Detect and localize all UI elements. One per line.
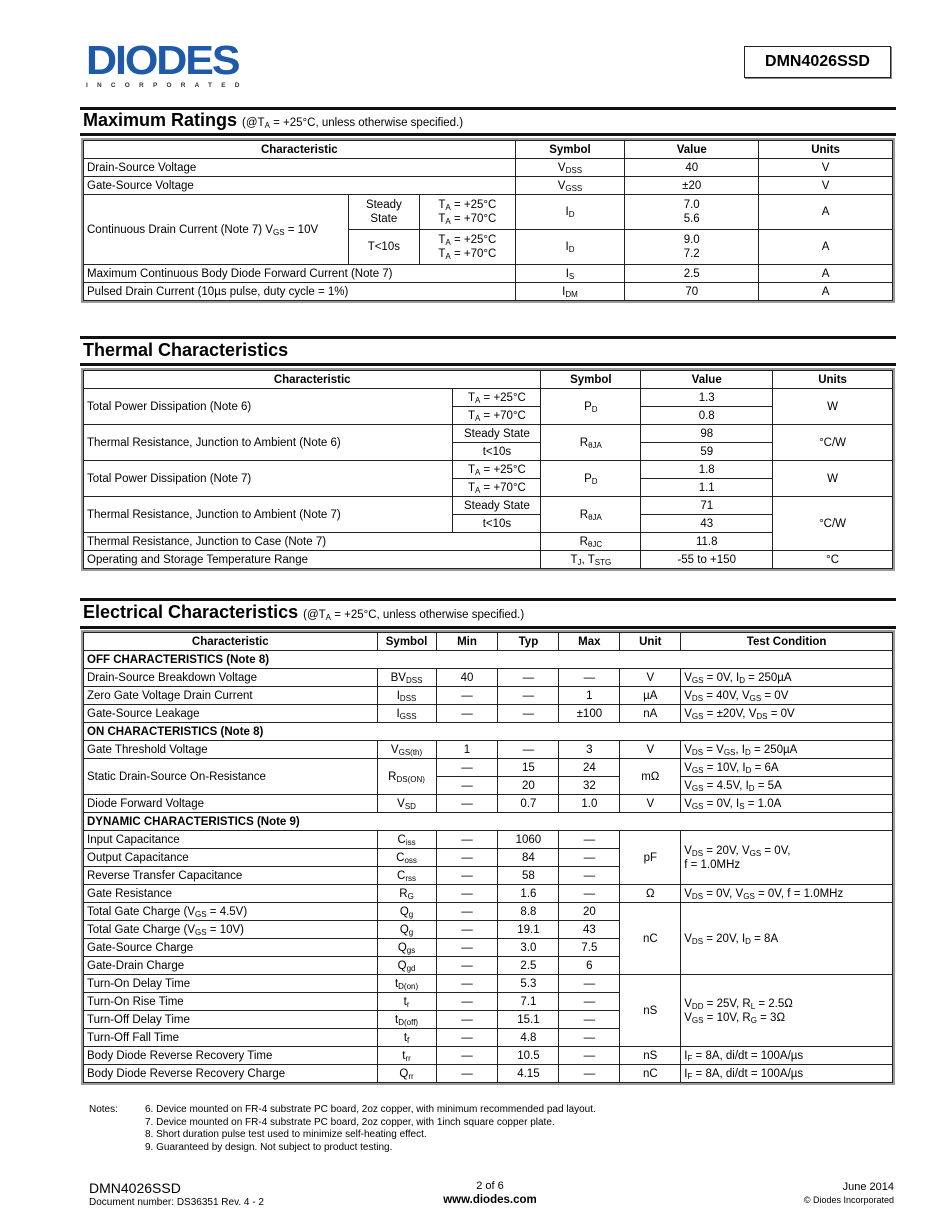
table-row [84, 687, 893, 705]
test-condition [681, 777, 893, 795]
symbol: $P_D$ [541, 461, 641, 497]
header-units: Units [759, 141, 893, 159]
characteristic: Gate Resistance [84, 885, 378, 903]
table-row [84, 759, 893, 777]
header-symbol: Symbol [515, 141, 625, 159]
test-condition-line: $V_{DS} = 20V$, $I_D = 8A$ [684, 932, 779, 946]
max-value: — [559, 669, 620, 687]
table-row [84, 669, 893, 687]
max-value: — [559, 1065, 620, 1083]
header-units: Units [773, 371, 893, 389]
characteristic: Gate-Source Charge [84, 939, 378, 957]
min-value: — [436, 921, 498, 939]
symbol: $R_G$ [377, 885, 436, 903]
test-condition-line: $I_F = 8A$, di/dt = 100A/µs [684, 1067, 804, 1081]
test-condition [681, 903, 893, 975]
header-unit: Unit [620, 633, 681, 651]
logo-wordmark: DIODES [86, 37, 239, 83]
unit: °C/W [773, 497, 893, 551]
unit: nA [620, 705, 681, 723]
diodes-logo [86, 37, 256, 89]
symbol: $I_{DM}$ [515, 283, 625, 301]
unit: A [759, 265, 893, 283]
typ-value: 0.7 [498, 795, 559, 813]
typ-value: 19.1 [498, 921, 559, 939]
characteristic: Static Drain-Source On-Resistance [84, 759, 378, 795]
typ-value: 2.5 [498, 957, 559, 975]
characteristic: Body Diode Reverse Recovery Time [84, 1047, 378, 1065]
typ-value: 84 [498, 849, 559, 867]
typ-value: 4.15 [498, 1065, 559, 1083]
test-condition [681, 705, 893, 723]
min-value: — [436, 831, 498, 849]
characteristic: Gate-Source Voltage [84, 177, 516, 195]
footer-doc-number: Document number: DS36351 Rev. 4 - 2 [89, 1197, 264, 1208]
note: 9. Guaranteed by design. Not subject to product testing. [145, 1142, 393, 1154]
table-row [84, 389, 893, 407]
min-value: — [436, 975, 498, 993]
symbol: $BV_{DSS}$ [377, 669, 436, 687]
table-row [84, 425, 893, 443]
test-condition-line: $V_{DD} = 25V$, $R_L = 2.5\Omega$ [684, 997, 793, 1011]
condition: $T_A = +70^\circ C$ [453, 407, 541, 425]
test-condition-line: $V_{GS} = 10V$, $I_D = 6A$ [684, 761, 779, 775]
max-value: — [559, 993, 620, 1011]
max-value: — [559, 849, 620, 867]
test-condition [681, 741, 893, 759]
notes-label: Notes: [89, 1104, 118, 1115]
test-condition-line: $V_{GS} = 4.5V$, $I_D = 5A$ [684, 779, 782, 793]
values [625, 230, 759, 265]
typ-value: 8.8 [498, 903, 559, 921]
typ-value: 58 [498, 867, 559, 885]
test-condition-line: $V_{DS} = 0V$, $V_{GS} = 0V$, f = 1.0MHz [684, 887, 844, 901]
characteristic: Total Power Dissipation (Note 7) [84, 461, 453, 497]
value: 5.6 [683, 213, 700, 225]
max-value: 3 [559, 741, 620, 759]
logo-subtitle: INCORPORATED [86, 82, 249, 89]
test-condition-line: $V_{DS} = V_{GS}$, $I_D = 250\mu A$ [684, 743, 798, 757]
condition: t<10s [453, 443, 541, 461]
typ-value: — [498, 741, 559, 759]
test-condition-line: $I_F = 8A$, di/dt = 100A/µs [684, 1049, 804, 1063]
unit: A [759, 195, 893, 230]
section-row [84, 813, 893, 831]
test-condition [681, 1065, 893, 1083]
section-row [84, 723, 893, 741]
note: 8. Short duration pulse test used to minimize self-heating effect. [145, 1129, 427, 1141]
thermal-title: Thermal Characteristics [83, 340, 289, 360]
value: 0.8 [641, 407, 773, 425]
symbol: $V_{GSS}$ [515, 177, 625, 195]
test-condition [681, 795, 893, 813]
unit: A [759, 230, 893, 265]
test-condition-line: $V_{GS} = \pm 20V$, $V_{DS} = 0V$ [684, 707, 795, 721]
section-header: OFF CHARACTERISTICS (Note 8) [84, 651, 893, 669]
min-value: — [436, 1029, 498, 1047]
symbol: $P_D$ [541, 389, 641, 425]
min-value: — [436, 993, 498, 1011]
unit: V [620, 669, 681, 687]
symbol: $R_{\theta JC}$ [541, 533, 641, 551]
page-number: 2 of 6 [476, 1180, 504, 1192]
typ-value: 4.8 [498, 1029, 559, 1047]
section-header: DYNAMIC CHARACTERISTICS (Note 9) [84, 813, 893, 831]
max-value: — [559, 1011, 620, 1029]
min-value: — [436, 687, 498, 705]
value: 98 [641, 425, 773, 443]
characteristic: Maximum Continuous Body Diode Forward Current (Note 7) [84, 265, 516, 283]
section-rule [80, 133, 896, 136]
symbol: $C_{oss}$ [377, 849, 436, 867]
symbol: $V_{SD}$ [377, 795, 436, 813]
header-value: Value [641, 371, 773, 389]
unit: W [773, 461, 893, 497]
values [625, 195, 759, 230]
min-value: — [436, 1047, 498, 1065]
value: 59 [641, 443, 773, 461]
max-value: 43 [559, 921, 620, 939]
table-row [84, 831, 893, 849]
test-condition-line: $V_{GS} = 0V$, $I_S = 1.0A$ [684, 797, 782, 811]
max-ratings-title: Maximum Ratings [83, 110, 238, 130]
max-value: 1.0 [559, 795, 620, 813]
characteristic: Output Capacitance [84, 849, 378, 867]
note: 6. Device mounted on FR-4 substrate PC board, 2oz copper, with minimum recommended pad layout. [145, 1104, 596, 1115]
test-condition [681, 687, 893, 705]
table-row [84, 497, 893, 515]
condition: $T_A = +70^\circ C$ [438, 248, 497, 261]
section-row [84, 651, 893, 669]
section-rule [80, 598, 896, 601]
value: 11.8 [641, 533, 773, 551]
test-condition [681, 975, 893, 1047]
min-value: 1 [436, 741, 498, 759]
header-typ: Typ [498, 633, 559, 651]
unit: A [759, 283, 893, 301]
test-condition-line: $V_{GS} = 0V$, $I_D = 250\mu A$ [684, 671, 792, 685]
characteristic: Zero Gate Voltage Drain Current [84, 687, 378, 705]
max-value: — [559, 867, 620, 885]
section-rule [80, 336, 896, 339]
unit: °C [773, 551, 893, 569]
unit: Ω [620, 885, 681, 903]
min-value: — [436, 903, 498, 921]
condition: $T_A = +70^\circ C$ [453, 479, 541, 497]
table-row [84, 195, 893, 230]
characteristic: Reverse Transfer Capacitance [84, 867, 378, 885]
unit: nC [620, 1065, 681, 1083]
header-test-condition: Test Condition [681, 633, 893, 651]
max-ratings-table [83, 140, 893, 301]
symbol: $V_{DSS}$ [515, 159, 625, 177]
min-value: — [436, 795, 498, 813]
table-row [84, 795, 893, 813]
table-header-row [84, 633, 893, 651]
characteristic: Pulsed Drain Current (10µs pulse, duty cycle = 1%) [84, 283, 516, 301]
symbol: $t_r$ [377, 993, 436, 1011]
condition: $T_A = +25^\circ C$ [453, 461, 541, 479]
header-min: Min [436, 633, 498, 651]
typ-value: 7.1 [498, 993, 559, 1011]
min-value: — [436, 939, 498, 957]
footer-center [420, 1180, 560, 1206]
footer-left [89, 1180, 264, 1208]
symbol: $R_{\theta JA}$ [541, 497, 641, 533]
table-row [84, 551, 893, 569]
part-number-box: DMN4026SSD [744, 46, 891, 78]
max-value: — [559, 1029, 620, 1047]
symbol: $R_{\theta JA}$ [541, 425, 641, 461]
header-max: Max [559, 633, 620, 651]
max-value: 7.5 [559, 939, 620, 957]
condition: Steady State [453, 497, 541, 515]
test-condition [681, 759, 893, 777]
symbol: $I_{DSS}$ [377, 687, 436, 705]
symbol: $V_{GS(th)}$ [377, 741, 436, 759]
test-condition-line: $V_{DS} = 40V$, $V_{GS} = 0V$ [684, 689, 789, 703]
table-header-row [84, 141, 893, 159]
typ-value: 15.1 [498, 1011, 559, 1029]
min-value: — [436, 1065, 498, 1083]
symbol: $t_{D(off)}$ [377, 1011, 436, 1029]
condition: $T_A = +70^\circ C$ [438, 213, 497, 226]
footer-right [804, 1181, 894, 1205]
characteristic: Continuous Drain Current (Note 7) $V_{GS} = 10V$ [84, 195, 349, 265]
unit: pF [620, 831, 681, 885]
table-row [84, 461, 893, 479]
value: 2.5 [625, 265, 759, 283]
unit: nS [620, 975, 681, 1047]
max-value: ±100 [559, 705, 620, 723]
characteristic: Body Diode Reverse Recovery Charge [84, 1065, 378, 1083]
header-value: Value [625, 141, 759, 159]
min-value: — [436, 1011, 498, 1029]
table-row [84, 885, 893, 903]
test-condition-line: $V_{DS} = 20V$, $V_{GS} = 0V$, [684, 844, 791, 858]
unit: W [773, 389, 893, 425]
characteristic: Total Power Dissipation (Note 6) [84, 389, 453, 425]
characteristic: Thermal Resistance, Junction to Ambient (Note 7) [84, 497, 453, 533]
symbol: $I_S$ [515, 265, 625, 283]
section-rule [80, 626, 896, 629]
table-row [84, 265, 893, 283]
mode: Steady State [348, 195, 419, 230]
typ-value: 15 [498, 759, 559, 777]
value: 7.0 [683, 199, 700, 211]
max-value: 24 [559, 759, 620, 777]
condition: t<10s [453, 515, 541, 533]
max-ratings-heading [83, 110, 463, 131]
table-header-row [84, 371, 893, 389]
symbol: $t_{D(on)}$ [377, 975, 436, 993]
typ-value: — [498, 687, 559, 705]
characteristic: Operating and Storage Temperature Range [84, 551, 541, 569]
section-rule [80, 363, 896, 366]
conditions [420, 230, 516, 265]
electrical-title: Electrical Characteristics [83, 602, 299, 622]
unit: V [620, 741, 681, 759]
characteristic: Gate-Drain Charge [84, 957, 378, 975]
max-value: — [559, 885, 620, 903]
min-value: — [436, 885, 498, 903]
table-row [84, 177, 893, 195]
table-row [84, 1047, 893, 1065]
characteristic: Drain-Source Voltage [84, 159, 516, 177]
value: 71 [641, 497, 773, 515]
unit: µA [620, 687, 681, 705]
value: -55 to +150 [641, 551, 773, 569]
header-characteristic: Characteristic [84, 141, 516, 159]
characteristic: Turn-Off Fall Time [84, 1029, 378, 1047]
condition: $T_A = +25^\circ C$ [438, 199, 497, 212]
typ-value: — [498, 669, 559, 687]
value: 1.8 [641, 461, 773, 479]
footer-date: June 2014 [842, 1181, 894, 1193]
table-row [84, 975, 893, 993]
section-header: ON CHARACTERISTICS (Note 8) [84, 723, 893, 741]
typ-value: 5.3 [498, 975, 559, 993]
value: 40 [625, 159, 759, 177]
table-row [84, 533, 893, 551]
unit: mΩ [620, 759, 681, 795]
unit: V [759, 177, 893, 195]
min-value: — [436, 759, 498, 777]
typ-value: 1.6 [498, 885, 559, 903]
table-row [84, 741, 893, 759]
symbol: $Q_g$ [377, 921, 436, 939]
test-condition [681, 669, 893, 687]
note: 7. Device mounted on FR-4 substrate PC board, 2oz copper, with 1inch square copper plate. [145, 1116, 555, 1128]
symbol: $R_{DS(ON)}$ [377, 759, 436, 795]
max-ratings-condition: ($@T_A = +25^\circ C$, unless otherwise specified.) [242, 117, 464, 130]
symbol: $C_{rss}$ [377, 867, 436, 885]
characteristic: Drain-Source Breakdown Voltage [84, 669, 378, 687]
symbol: $I_{GSS}$ [377, 705, 436, 723]
header-symbol: Symbol [377, 633, 436, 651]
test-condition-line: f = 1.0MHz [684, 858, 741, 871]
symbol: $C_{iss}$ [377, 831, 436, 849]
header-characteristic: Characteristic [84, 371, 541, 389]
max-value: 6 [559, 957, 620, 975]
max-value: 32 [559, 777, 620, 795]
min-value: — [436, 867, 498, 885]
symbol: $t_{rr}$ [377, 1047, 436, 1065]
condition: $T_A = +25^\circ C$ [453, 389, 541, 407]
unit: V [620, 795, 681, 813]
table-row [84, 1065, 893, 1083]
characteristic: Total Gate Charge $(V_{GS} = 4.5V)$ [84, 903, 378, 921]
mode: T<10s [348, 230, 419, 265]
characteristic: Thermal Resistance, Junction to Ambient (Note 6) [84, 425, 453, 461]
typ-value: 3.0 [498, 939, 559, 957]
notes [89, 1104, 596, 1155]
symbol: $Q_{gd}$ [377, 957, 436, 975]
typ-value: 1060 [498, 831, 559, 849]
table-row [84, 283, 893, 301]
symbol: $I_D$ [515, 230, 625, 265]
electrical-table [83, 632, 893, 1083]
electrical-condition: ($@T_A = +25^\circ C$, unless otherwise specified.) [303, 609, 525, 622]
symbol: $I_D$ [515, 195, 625, 230]
symbol: $t_f$ [377, 1029, 436, 1047]
table-row [84, 159, 893, 177]
condition: $T_A = +25^\circ C$ [438, 234, 497, 247]
test-condition-line: $V_{GS} = 10V$, $R_G = 3\Omega$ [684, 1011, 786, 1025]
table-row [84, 903, 893, 921]
min-value: — [436, 849, 498, 867]
footer-copyright: © Diodes Incorporated [803, 1195, 894, 1205]
min-value: — [436, 957, 498, 975]
unit: V [759, 159, 893, 177]
header-symbol: Symbol [541, 371, 641, 389]
header-characteristic: Characteristic [84, 633, 378, 651]
thermal-table [83, 370, 893, 569]
website-link[interactable]: www.diodes.com [443, 1194, 537, 1206]
condition: Steady State [453, 425, 541, 443]
symbol: $Q_g$ [377, 903, 436, 921]
test-condition [681, 885, 893, 903]
characteristic: Turn-On Delay Time [84, 975, 378, 993]
min-value: 40 [436, 669, 498, 687]
test-condition [681, 831, 893, 885]
unit: °C/W [773, 425, 893, 461]
typ-value: 10.5 [498, 1047, 559, 1065]
value: 70 [625, 283, 759, 301]
min-value: — [436, 777, 498, 795]
symbol: $Q_{gs}$ [377, 939, 436, 957]
characteristic: Turn-On Rise Time [84, 993, 378, 1011]
characteristic: Thermal Resistance, Junction to Case (Note 7) [84, 533, 541, 551]
value: ±20 [625, 177, 759, 195]
unit: nC [620, 903, 681, 975]
characteristic: Diode Forward Voltage [84, 795, 378, 813]
unit: nS [620, 1047, 681, 1065]
max-value: — [559, 1047, 620, 1065]
value: 1.3 [641, 389, 773, 407]
max-value: — [559, 831, 620, 849]
value: 43 [641, 515, 773, 533]
value: 7.2 [683, 248, 700, 260]
typ-value: — [498, 705, 559, 723]
characteristic: Gate Threshold Voltage [84, 741, 378, 759]
test-condition [681, 1047, 893, 1065]
characteristic: Gate-Source Leakage [84, 705, 378, 723]
max-value: 1 [559, 687, 620, 705]
characteristic: Input Capacitance [84, 831, 378, 849]
symbol: $Q_{rr}$ [377, 1065, 436, 1083]
characteristic: Total Gate Charge $(V_{GS} = 10V)$ [84, 921, 378, 939]
conditions [420, 195, 516, 230]
footer-part-number: DMN4026SSD [89, 1180, 181, 1196]
electrical-heading [83, 602, 524, 623]
value: 1.1 [641, 479, 773, 497]
max-value: 20 [559, 903, 620, 921]
typ-value: 20 [498, 777, 559, 795]
value: 9.0 [683, 234, 700, 246]
symbol: $T_J$, $T_{STG}$ [541, 551, 641, 569]
max-value: — [559, 975, 620, 993]
table-row [84, 705, 893, 723]
characteristic: Turn-Off Delay Time [84, 1011, 378, 1029]
min-value: — [436, 705, 498, 723]
